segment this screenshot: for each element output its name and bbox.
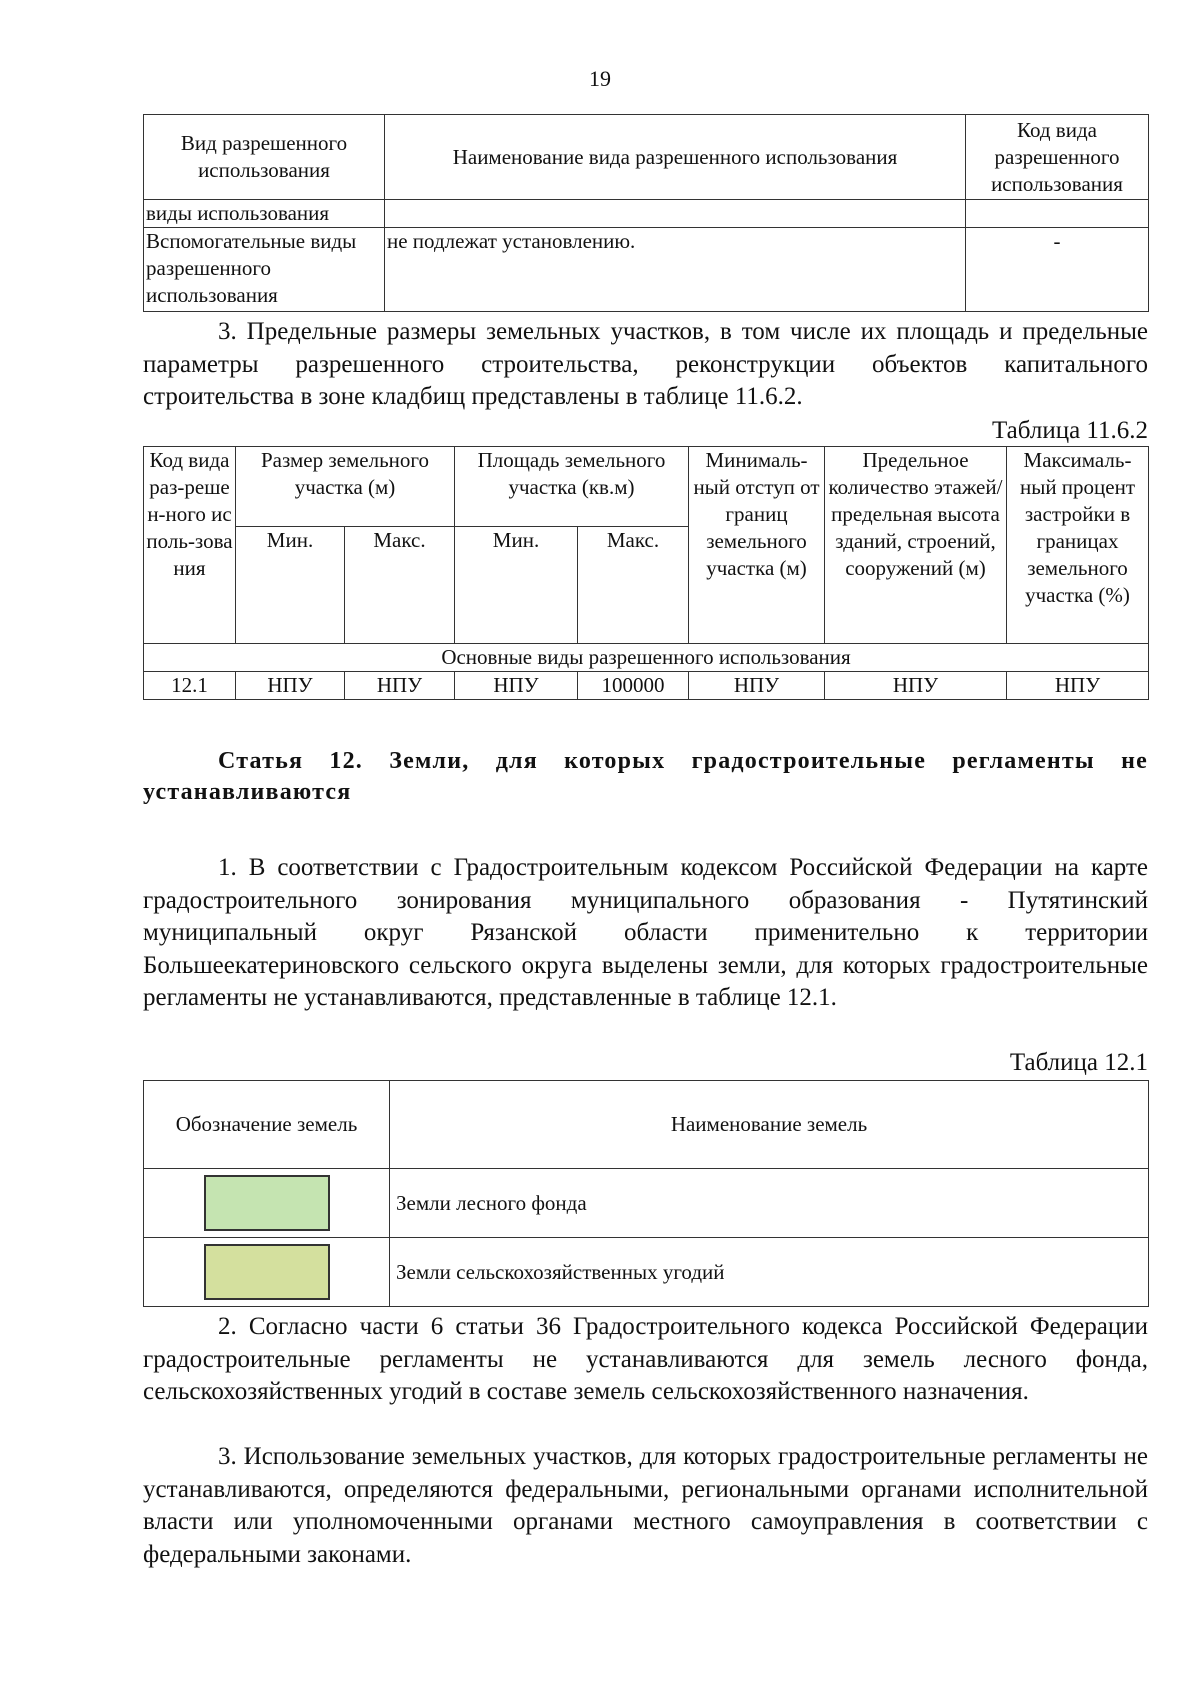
table2-header-size-max: Макс. <box>345 527 455 644</box>
table-caption-11-6-2: Таблица 11.6.2 <box>992 417 1148 444</box>
table1-cell: - <box>966 228 1149 312</box>
lands-table <box>143 1080 1148 1307</box>
table-row <box>144 1169 1149 1238</box>
paragraph-forest-fund: 2. Согласно части 6 статьи 36 Градостроительного кодекса Российской Федерации градостроительные регламенты не устанавливаются для земель лесного фонда, сельскохозяйственных угодий в составе земель сельскохозяйственного назначения. <box>143 1313 1148 1405</box>
table3-cell: Земли лесного фонда <box>390 1169 1149 1238</box>
table-row <box>144 200 1149 228</box>
table2-cell: НПУ <box>455 672 578 700</box>
article-heading: Статья 12. Земли, для которых градостроительные регламенты не устанавливаются <box>143 748 1148 805</box>
table3-header-name: Наименование земель <box>390 1081 1149 1169</box>
table-row <box>144 228 1149 312</box>
table1-header-name: Наименование вида разрешенного использования <box>385 115 966 200</box>
table2-cell: НПУ <box>236 672 345 700</box>
paragraph-land-use: 3. Использование земельных участков, для которых градостроительные регламенты не устанавливаются, определяются федеральными, региональными органами исполнительной власти или уполномоченными органами местного самоуправления в соответствии с федеральными законами. <box>143 1443 1148 1568</box>
table-caption-12-1: Таблица 12.1 <box>1009 1049 1148 1076</box>
forest-land-swatch <box>204 1175 330 1231</box>
page-number: 19 <box>589 66 611 91</box>
table-row <box>144 672 1149 700</box>
table1-cell: не подлежат установлению. <box>385 228 966 312</box>
table2-header-percent: Максималь-ный процент застройки в границах земельного участка (%) <box>1007 447 1149 644</box>
table3-header-designation: Обозначение земель <box>144 1081 390 1169</box>
table1-cell: виды использования <box>144 200 385 228</box>
table2-header-setback: Минималь-ный отступ от границ земельного участка (м) <box>689 447 825 644</box>
table2-header-floors: Предельное количество этажей/ предельная высота зданий, строений, сооружений (м) <box>825 447 1007 644</box>
table1-cell <box>966 200 1149 228</box>
table1-header-code: Код вида разрешенного использования <box>966 115 1149 200</box>
paragraph-limits: 3. Предельные размеры земельных участков, в том числе их площадь и предельные параметры разрешенного строительства, реконструкции объектов капитального строительства в зоне кладбищ представлены в таблице 11.6.2. <box>143 318 1148 410</box>
permitted-use-table <box>143 114 1148 312</box>
table2-cell: НПУ <box>825 672 1007 700</box>
agricultural-land-swatch <box>204 1244 330 1300</box>
table1-cell: Вспомогательные виды разрешенного использования <box>144 228 385 312</box>
table2-header-area-max: Макс. <box>578 527 689 644</box>
table2-cell: НПУ <box>1007 672 1149 700</box>
paragraph-zoning: 1. В соответствии с Градостроительным кодексом Российской Федерации на карте градостроительного зонирования муниципального образования - Путятинский муниципальный округ Рязанской области применительно к территории Большеекатериновского сельского округа выделены земли, для которых градостроительные регламенты не устанавливаются, представленные в таблице 12.1. <box>143 854 1148 1011</box>
table1-header-type: Вид разрешенного использования <box>144 115 385 200</box>
table2-header-size-min: Мин. <box>236 527 345 644</box>
table2-header-code: Код вида раз-решен-ного исполь-зования <box>144 447 236 644</box>
table2-header-area: Площадь земельного участка (кв.м) <box>455 447 689 527</box>
limits-table <box>143 446 1148 700</box>
table2-header-area-min: Мин. <box>455 527 578 644</box>
table3-cell: Земли сельскохозяйственных угодий <box>390 1238 1149 1307</box>
table2-cell: 100000 <box>578 672 689 700</box>
table2-cell: НПУ <box>689 672 825 700</box>
table2-cell: НПУ <box>345 672 455 700</box>
table2-section-title: Основные виды разрешенного использования <box>144 644 1149 672</box>
table2-cell: 12.1 <box>144 672 236 700</box>
table-row <box>144 1238 1149 1307</box>
table2-header-size: Размер земельного участка (м) <box>236 447 455 527</box>
table1-cell <box>385 200 966 228</box>
